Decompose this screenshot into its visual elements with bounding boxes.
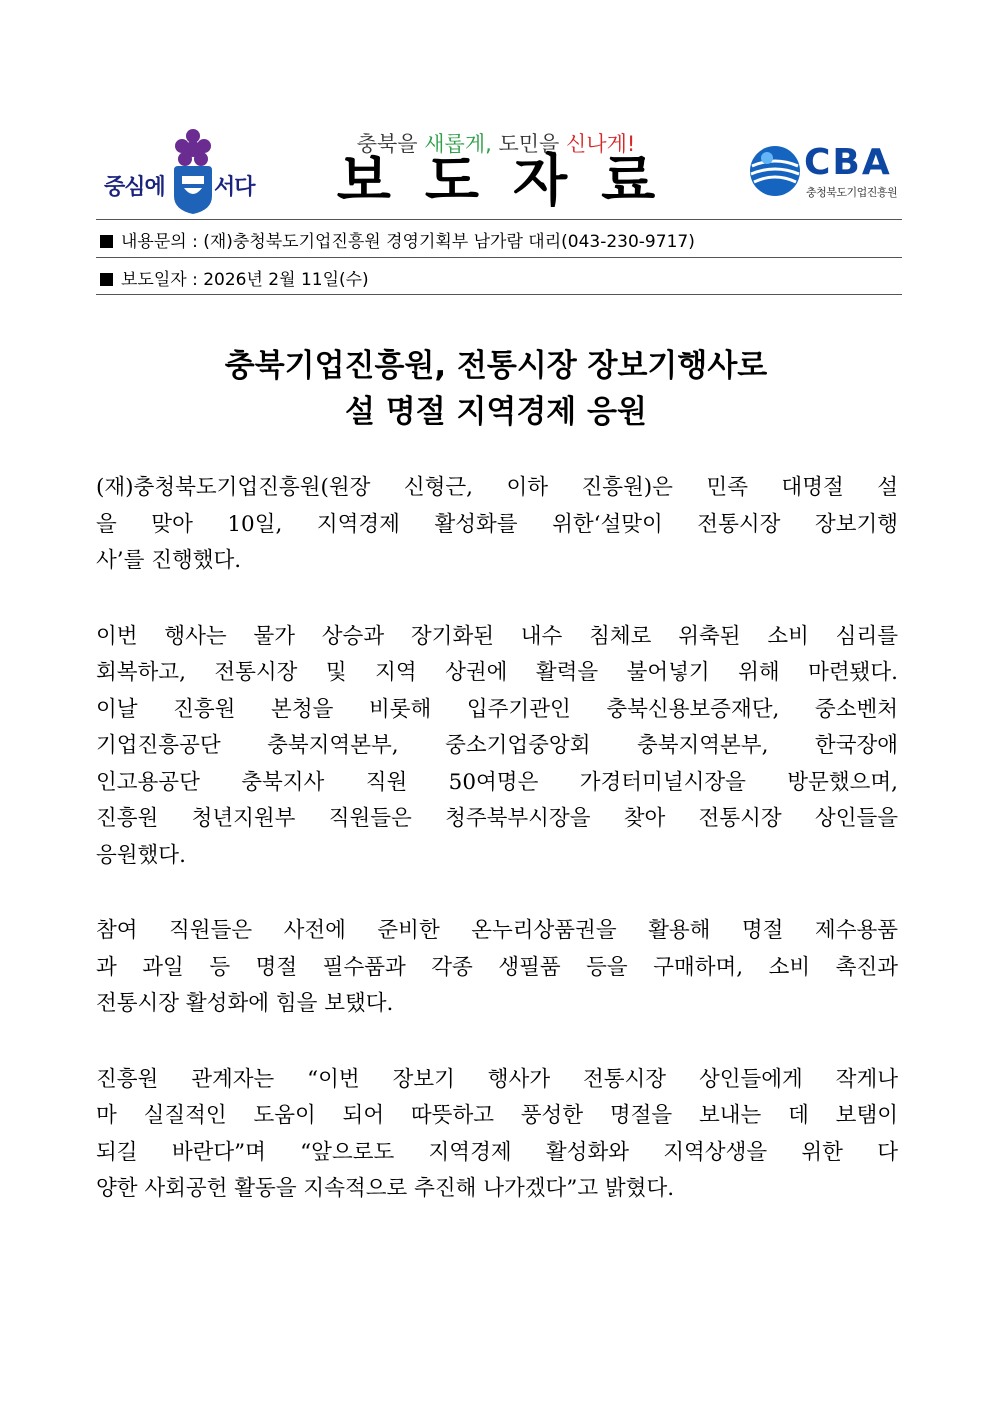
paragraph-3 bbox=[96, 913, 898, 1023]
globe-emblem-icon bbox=[748, 144, 802, 198]
cba-org-name: 충청북도기업진흥원 bbox=[806, 186, 898, 199]
release-date-text: 보도일자 : 2026년 2월 11일(수) bbox=[121, 270, 369, 290]
slogan-part-1: 충북을 bbox=[356, 132, 425, 156]
text-line: 회복하고, 전통시장 및 지역 상권에 활력을 불어넣기 위해 마련됐다. bbox=[96, 660, 898, 685]
text-line: 이날 진흥원 본청을 비롯해 입주기관인 충북신용보증재단, 중소벤처 bbox=[96, 696, 898, 722]
text-line: 을 맞아 10일, 지역경제 활성화를 위한‘설맞이 전통시장 장보기행 bbox=[96, 511, 898, 537]
text-line: 인고용공단 충북지사 직원 50여명은 가경터미널시장을 방문했으며, bbox=[96, 769, 898, 795]
slogan-part-4: 신나게! bbox=[566, 132, 636, 156]
headline-line-1: 충북기업진흥원, 전통시장 장보기행사로 bbox=[224, 348, 768, 384]
text-line: 기업진흥공단 충북지역본부, 중소기업중앙회 충북지역본부, 한국장애 bbox=[96, 733, 898, 758]
contact-text: 내용문의 : (재)충청북도기업진흥원 경영기획부 남가람 대리(043-230-9717) bbox=[121, 232, 695, 252]
slogan-part-3: 도민을 bbox=[498, 132, 567, 156]
headline-line-2: 설 명절 지역경제 응원 bbox=[345, 394, 647, 430]
left-logo-text-2: 서다 bbox=[214, 175, 255, 200]
text-line: 진흥원 관계자는 “이번 장보기 행사가 전통시장 상인들에게 작게나 bbox=[96, 1066, 898, 1092]
paragraph-2 bbox=[96, 619, 898, 875]
text-line: 과 과일 등 명절 필수품과 각종 생필품 등을 구매하며, 소비 촉진과 bbox=[96, 954, 898, 980]
square-bullet-icon bbox=[100, 235, 113, 248]
divider-bottom bbox=[96, 294, 902, 295]
text-line: 되길 바란다”며 “앞으로도 지역경제 활성화와 지역상생을 위한 다 bbox=[96, 1139, 898, 1165]
text-line: 마 실질적인 도움이 되어 따뜻하고 풍성한 명절을 보내는 데 보탬이 bbox=[96, 1103, 898, 1128]
divider-top bbox=[96, 219, 902, 220]
paragraph-1 bbox=[96, 470, 898, 580]
text-line: 진흥원 청년지원부 직원들은 청주북부시장을 찾아 전통시장 상인들을 bbox=[96, 806, 898, 831]
cba-logo-text: CBA bbox=[804, 142, 892, 183]
square-bullet-icon bbox=[100, 273, 113, 286]
divider-middle bbox=[96, 257, 902, 258]
page-title: 보도자료 bbox=[336, 149, 690, 214]
article-body bbox=[96, 470, 898, 1247]
slogan-part-2: 새롭게, bbox=[424, 132, 499, 156]
contact-info bbox=[100, 227, 695, 252]
cba-logo bbox=[748, 144, 908, 204]
release-date bbox=[100, 265, 369, 290]
headline bbox=[0, 343, 992, 435]
text-line: (재)충청북도기업진흥원(원장 신형근, 이하 진흥원)은 민족 대명절 설 bbox=[96, 475, 898, 500]
left-logo-text-1: 중심에 bbox=[104, 175, 165, 200]
text-line: 이번 행사는 물가 상승과 장기화된 내수 침체로 위축된 소비 심리를 bbox=[96, 623, 898, 649]
paragraph-4 bbox=[96, 1062, 898, 1208]
text-line: 응원했다. bbox=[96, 842, 186, 868]
text-line: 양한 사회공헌 활동을 지속적으로 추진해 나가겠다”고 밝혔다. bbox=[96, 1176, 675, 1201]
text-line: 전통시장 활성화에 힘을 보탰다. bbox=[96, 991, 394, 1016]
text-line: 사’를 진행했다. bbox=[96, 548, 242, 573]
text-line: 참여 직원들은 사전에 준비한 온누리상품권을 활용해 명절 제수용품 bbox=[96, 918, 898, 943]
